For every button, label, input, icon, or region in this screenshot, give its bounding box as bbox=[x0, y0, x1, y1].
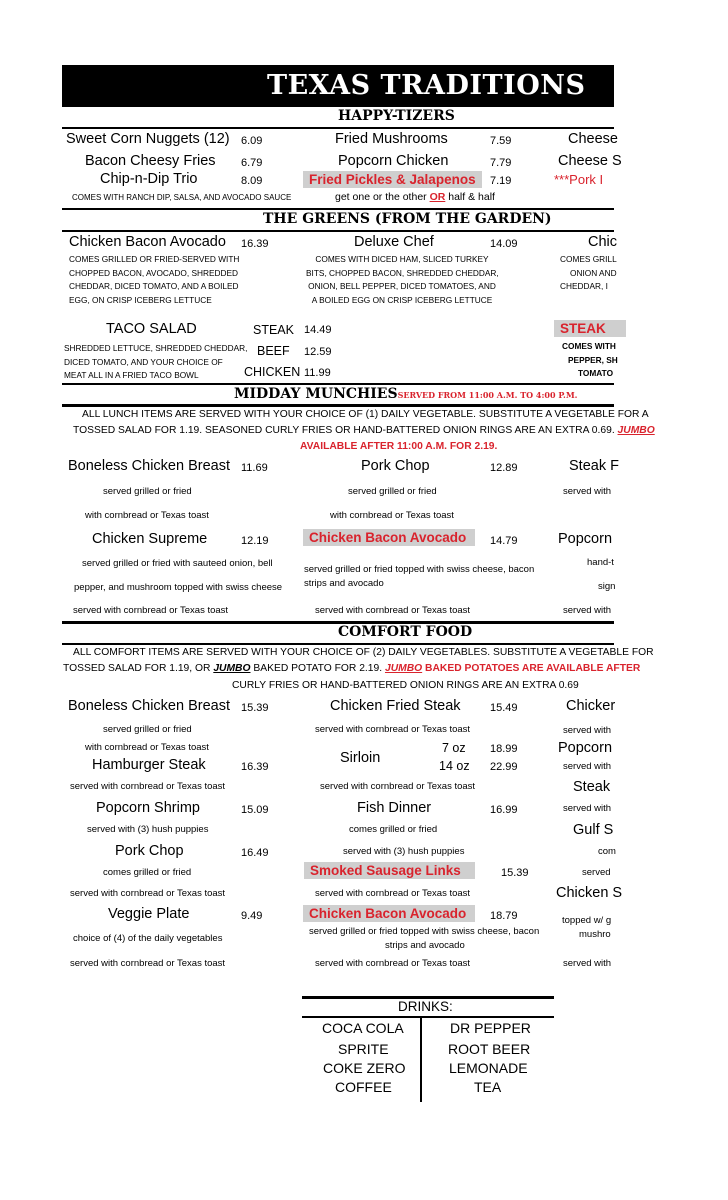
menu-item-description: served grilled or fried with sauteed onion, bell bbox=[82, 558, 273, 569]
menu-item-name: Popcorn Shrimp bbox=[96, 800, 200, 816]
section-notice: ALL COMFORT ITEMS ARE SERVED WITH YOUR CHOICE OF (2) DAILY VEGETABLES. SUBSTITUTE A VEGETABLE FOR bbox=[73, 647, 654, 658]
menu-item-description: served with (3) hush puppies bbox=[343, 846, 465, 857]
menu-item-description: served grilled or fried bbox=[348, 486, 437, 497]
menu-item-description: served with cornbread or Texas toast bbox=[315, 958, 471, 969]
menu-item-price: 15.39 bbox=[501, 867, 529, 879]
menu-item-price: 18.79 bbox=[490, 910, 518, 922]
menu-item-price: 7.19 bbox=[490, 175, 512, 187]
menu-item-description: served with cornbread or Texas toast bbox=[315, 888, 471, 899]
menu-item-description: served with bbox=[563, 958, 612, 969]
menu-item-name: Deluxe Chef bbox=[354, 234, 434, 250]
menu-item-price: 12.59 bbox=[304, 346, 332, 358]
menu-item-name: Popcorn bbox=[558, 740, 613, 756]
menu-item-description: served bbox=[582, 867, 611, 878]
menu-item-note: COMES WITH RANCH DIP, SALSA, AND AVOCADO SAUCE bbox=[72, 193, 292, 202]
menu-item-description: mushro bbox=[579, 929, 611, 940]
menu-item-price: 14.49 bbox=[304, 324, 332, 336]
menu-item-description: served with cornbread or Texas toast bbox=[70, 781, 226, 792]
menu-item-name-highlight: Chicken Bacon Avocado bbox=[303, 529, 475, 546]
menu-item-price: 18.99 bbox=[490, 743, 518, 755]
menu-item-description: served with bbox=[563, 486, 612, 497]
menu-item-description: topped w/ g bbox=[562, 915, 612, 926]
menu-item-name-highlight: Chicken Bacon Avocado bbox=[303, 905, 475, 922]
menu-item-name: Chicken Fried Steak bbox=[330, 698, 461, 714]
menu-item-description: served with cornbread or Texas toast bbox=[315, 724, 471, 735]
menu-item-description: served with cornbread or Texas toast bbox=[70, 888, 226, 899]
menu-item-description: served grilled or fried bbox=[103, 486, 192, 497]
section-title-midday: MIDDAY MUNCHIESSERVED FROM 11:00 A.M. TO 4:00 P.M. bbox=[234, 386, 578, 402]
drink-item: COCA COLA bbox=[322, 1020, 404, 1036]
menu-item-name: Bacon Cheesy Fries bbox=[85, 153, 216, 169]
menu-item-name: Steak F bbox=[569, 458, 619, 474]
menu-item-price: 22.99 bbox=[490, 761, 518, 773]
menu-item-name: Fish Dinner bbox=[357, 800, 432, 816]
menu-item-price: 14.09 bbox=[490, 238, 518, 250]
menu-item-description: COMES WITH DICED HAM, SLICED TURKEY BITS, CHOPPED BACON, SHREDDED CHEDDAR, ONION, BELL PEPPER, DICED TOMATOES, AND A BOILED EGG ON CRISP ICEBERG LETTUCE bbox=[306, 254, 499, 305]
menu-item-name: ***Pork I bbox=[554, 172, 604, 187]
menu-item-price: 16.99 bbox=[490, 804, 518, 816]
menu-item-name: Gulf S bbox=[573, 822, 614, 838]
menu-item-name: Chicker bbox=[566, 698, 616, 714]
menu-item-price: 16.49 bbox=[241, 847, 269, 859]
menu-item-name: Pork Chop bbox=[361, 458, 430, 474]
section-notice: AVAILABLE AFTER 11:00 A.M. FOR 2.19. bbox=[300, 441, 498, 452]
menu-item-description: com bbox=[598, 846, 616, 857]
menu-item-description: served grilled or fried topped with swiss cheese, bacon bbox=[304, 564, 535, 575]
section-title-comfort: COMFORT FOOD bbox=[338, 624, 473, 640]
menu-item-description: with cornbread or Texas toast bbox=[330, 510, 454, 521]
menu-item-price: 14.79 bbox=[490, 535, 518, 547]
menu-item-name: Cheese bbox=[568, 131, 618, 147]
menu-item-price: 16.39 bbox=[241, 761, 269, 773]
menu-item-description: COMES GRILLED OR FRIED-SERVED WITH CHOPPED BACON, AVOCADO, SHREDDED CHEDDAR, DICED TOMATO, AND A BOILED EGG, ON CRISP ICEBERG LETTUCE bbox=[69, 254, 240, 305]
menu-item-price: 7.59 bbox=[490, 135, 512, 147]
menu-item-price: 11.69 bbox=[241, 462, 268, 474]
menu-item-name: Boneless Chicken Breast bbox=[68, 458, 230, 474]
menu-item-description: hand-t bbox=[587, 557, 614, 568]
menu-item-price: 12.19 bbox=[241, 535, 269, 547]
menu-item-name: Pork Chop bbox=[115, 843, 184, 859]
menu-item-name: Sirloin bbox=[340, 750, 381, 766]
section-notice: CURLY FRIES OR HAND-BATTERED ONION RINGS ARE AN EXTRA 0.69 bbox=[232, 680, 579, 691]
menu-item-description: SHREDDED LETTUCE, SHREDDED CHEDDAR, DICED TOMATO, AND YOUR CHOICE OF MEAT ALL IN A FRIED TACO BOWL bbox=[64, 343, 248, 380]
menu-item-description: served with bbox=[563, 803, 612, 814]
section-divider bbox=[62, 383, 614, 385]
section-divider bbox=[62, 208, 614, 210]
size-option: 14 oz bbox=[439, 759, 470, 773]
menu-item-description: strips and avocado bbox=[385, 940, 465, 951]
menu-item-name: Fried Mushrooms bbox=[335, 131, 448, 147]
drinks-box bbox=[302, 996, 554, 1102]
taco-option: BEEF bbox=[257, 344, 290, 358]
section-divider bbox=[62, 127, 614, 129]
section-divider bbox=[62, 643, 614, 645]
drink-item: LEMONADE bbox=[449, 1060, 528, 1076]
menu-item-price: 12.89 bbox=[490, 462, 518, 474]
menu-item-name-highlight: Fried Pickles & Jalapenos bbox=[303, 171, 482, 188]
menu-item-note: get one or the other OR half & half bbox=[335, 191, 495, 203]
section-divider bbox=[62, 404, 614, 407]
menu-item-description: served with bbox=[563, 761, 612, 772]
menu-item-description: COMES WITH PEPPER, SH TOMATO bbox=[562, 341, 618, 378]
menu-item-name: Cheese S bbox=[558, 153, 622, 169]
menu-item-description: with cornbread or Texas toast bbox=[85, 742, 209, 753]
menu-item-description: comes grilled or fried bbox=[349, 824, 438, 835]
menu-item-description: served with cornbread or Texas toast bbox=[320, 781, 476, 792]
menu-item-price: 15.39 bbox=[241, 702, 269, 714]
menu-item-description: served with bbox=[563, 725, 612, 736]
menu-item-description: choice of (4) of the daily vegetables bbox=[73, 933, 223, 944]
section-divider bbox=[62, 230, 614, 232]
menu-item-description: served with (3) hush puppies bbox=[87, 824, 209, 835]
menu-item-description: pepper, and mushroom topped with swiss cheese bbox=[74, 582, 283, 593]
menu-item-price: 8.09 bbox=[241, 175, 263, 187]
menu-item-price: 6.79 bbox=[241, 157, 263, 169]
menu-item-name-highlight: STEAK bbox=[554, 320, 626, 337]
menu-item-description: COMES GRILL ONION AND CHEDDAR, I bbox=[560, 254, 617, 291]
menu-item-description: served grilled or fried topped with swiss cheese, bacon bbox=[309, 926, 540, 937]
drinks-divider bbox=[302, 1016, 554, 1018]
menu-item-description: served with cornbread or Texas toast bbox=[315, 605, 471, 616]
section-title-greens: THE GREENS (FROM THE GARDEN) bbox=[263, 211, 552, 227]
title-bar bbox=[62, 65, 614, 107]
menu-item-price: 16.39 bbox=[241, 238, 269, 250]
menu-item-name: Chicken S bbox=[556, 885, 623, 901]
size-option: 7 oz bbox=[442, 741, 466, 755]
menu-item-name: Sweet Corn Nuggets (12) bbox=[66, 131, 230, 147]
taco-option: STEAK bbox=[253, 323, 294, 337]
menu-title: TEXAS TRADITIONS bbox=[267, 70, 586, 101]
menu-item-description: with cornbread or Texas toast bbox=[85, 510, 209, 521]
taco-option: CHICKEN bbox=[244, 365, 301, 379]
menu-item-description: served with cornbread or Texas toast bbox=[73, 605, 229, 616]
menu-item-price: 15.49 bbox=[490, 702, 518, 714]
menu-item-name: Chic bbox=[588, 234, 618, 250]
menu-item-name: TACO SALAD bbox=[106, 321, 197, 337]
section-notice: TOSSED SALAD FOR 1.19, OR JUMBO BAKED POTATO FOR 2.19. JUMBO BAKED POTATOES ARE AVAILABLE AFTER bbox=[63, 663, 641, 674]
drink-item: DR PEPPER bbox=[450, 1020, 531, 1036]
menu-item-name: Popcorn Chicken bbox=[338, 153, 449, 169]
menu-item-price: 9.49 bbox=[241, 910, 263, 922]
menu-item-description: served with cornbread or Texas toast bbox=[70, 958, 226, 969]
drink-item: ROOT BEER bbox=[448, 1041, 531, 1057]
menu-item-name: Chicken Supreme bbox=[92, 531, 208, 547]
menu-item-name: Boneless Chicken Breast bbox=[68, 698, 230, 714]
section-notice: ALL LUNCH ITEMS ARE SERVED WITH YOUR CHOICE OF (1) DAILY VEGETABLE. SUBSTITUTE A VEGETABLE FOR A bbox=[82, 409, 649, 420]
menu-item-price: 7.79 bbox=[490, 157, 512, 169]
drink-item: TEA bbox=[474, 1079, 502, 1095]
menu-item-description: strips and avocado bbox=[304, 578, 384, 589]
drink-item: SPRITE bbox=[338, 1041, 389, 1057]
section-notice: TOSSED SALAD FOR 1.19. SEASONED CURLY FRIES OR HAND-BATTERED ONION RINGS ARE AN EXTRA 0.69. JUMBO bbox=[73, 425, 655, 436]
drinks-title: DRINKS: bbox=[398, 999, 453, 1014]
menu-item-name: Veggie Plate bbox=[108, 906, 190, 922]
menu-item-name: Steak bbox=[573, 779, 611, 795]
menu-item-price: 11.99 bbox=[304, 367, 331, 379]
menu-item-description: sign bbox=[598, 581, 616, 592]
menu-item-description: comes grilled or fried bbox=[103, 867, 192, 878]
menu-item-name: Hamburger Steak bbox=[92, 757, 206, 773]
menu-item-description: served grilled or fried bbox=[103, 724, 192, 735]
menu-item-description: served with bbox=[563, 605, 612, 616]
section-title-happytizers: HAPPY-TIZERS bbox=[338, 108, 455, 124]
menu-item-name: Chip-n-Dip Trio bbox=[100, 171, 198, 187]
menu-item-price: 15.09 bbox=[241, 804, 269, 816]
drink-item: COKE ZERO bbox=[323, 1060, 406, 1076]
drinks-column-divider bbox=[420, 1016, 422, 1102]
menu-item-name-highlight: Smoked Sausage Links bbox=[304, 862, 475, 879]
menu-item-name: Chicken Bacon Avocado bbox=[69, 234, 226, 250]
drink-item: COFFEE bbox=[335, 1079, 392, 1095]
menu-item-name: Popcorn bbox=[558, 531, 613, 547]
menu-item-price: 6.09 bbox=[241, 135, 263, 147]
